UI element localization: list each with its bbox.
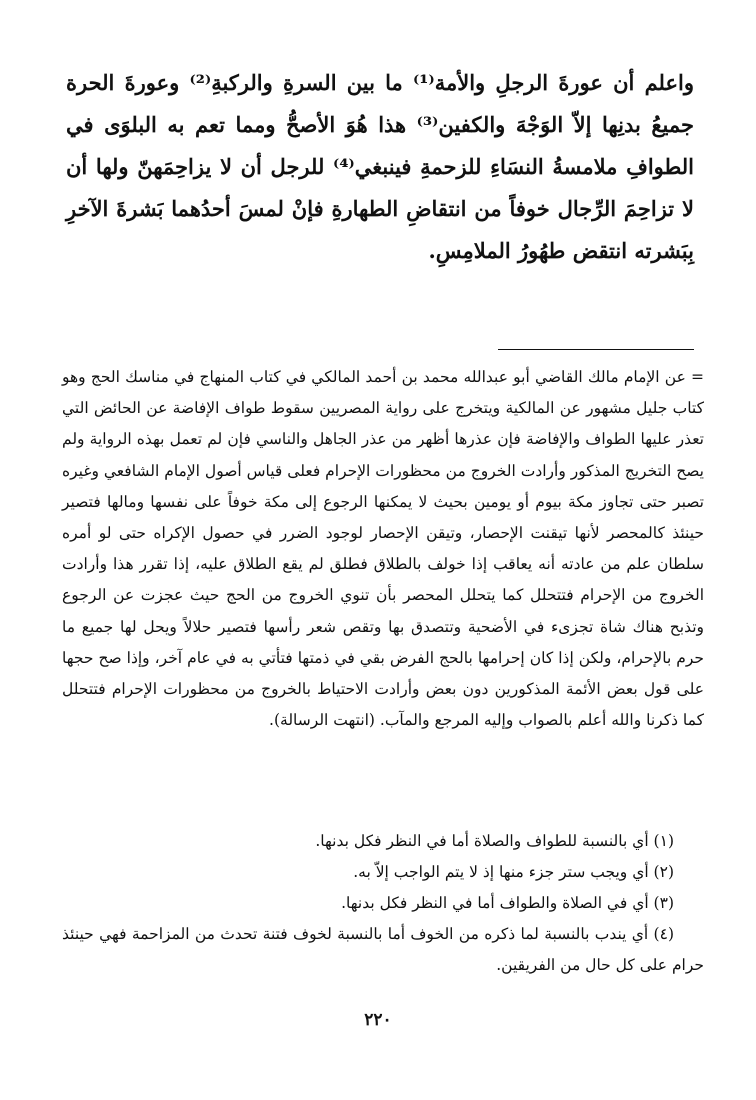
footnote-continuation-block: [62, 362, 704, 736]
footnote-3: (٣) أي في الصلاة والطواف أما في النظر فكل بدنها.: [341, 894, 674, 912]
footnote-1: (١) أي بالنسبة للطواف والصلاة أما في النظر فكل بدنها.: [315, 832, 674, 850]
footnotes-list: [62, 826, 704, 981]
page-number: ٢٢٠: [364, 1010, 392, 1030]
footnote-separator: [498, 349, 694, 350]
footnote-continuation: = عن الإمام مالك القاضي أبو عبدالله محمد بن أحمد المالكي في كتاب المنهاج في مناسك الحج وهو كتاب جليل مشهور عن المالكية ويتخرج على رواية المصريين سقوط طواف الإفاضة عن الحائض التي تعذر عليها الطواف والإفاضة فإن عذرها أظهر من عذر الجاهل والناسي فإن لم تعمل بهذه الرواية ولم يصح التخريج المذكور وأرادت الخروج من محظورات الإحرام فعلى قياس أصول الإمام الشافعي وغيره تصبر حتى تجاوز مكة بيوم أو يومين بحيث لا يمكنها الرجوع إلى مكة خوفاً على نفسها ومالها فتصير حينئذ كالمحصر لأنها تيقنت الإحصار، وتيقن الإحصار لوجود الضرر في حصول الإكراه حتى لو أمره سلطان علم من عادته أنه يعاقب إذا خولف بالطلاق فطلق لم يقع الطلاق عليه، إذا تقرر هذا وأرادت الخروج من الإحرام فتتحلل كما يتحلل المحصر بأن تنوي الخروج من الحج حيث عجزت عن الرجوع وتذبح هناك شاة تجزىء في الأضحية وتتصدق بها وتقص شعر رأسها فتصير حلالاً ويحل لها جميع ما حرم بالإحرام، ولكن إذا كان إحرامها بالحج الفرض بقي في ذمتها فتأتي به في عام آخر، وإذا صح حجها على قول بعض الأئمة المذكورين دون بعض وأرادت الاحتياط بالخروج من محظورات الإحرام فتتحلل كما ذكرنا والله أعلم بالصواب وإليه المرجع والمآب. (انتهت الرسالة).: [62, 368, 704, 730]
main-text-block: [66, 62, 694, 272]
main-paragraph: واعلم أن عورةَ الرجلِ والأمة⁽¹⁾ ما بين السرةِ والركبةِ⁽²⁾ وعورةَ الحرة جميعُ بدنِها إلاّ الوَجْهَ والكفين⁽³⁾ هذا هُوَ الأصحُّ ومما تعم به البلوَى في الطوافِ ملامسةُ النسَاءِ للزحمةِ فينبغي⁽⁴⁾ للرجل أن لا يزاحِمَهنّ ولها أن لا تزاحِمَ الرِّجال خوفاً من انتقاضِ الطهارةِ فإنْ لمسَ أحدُهما بَشرةَ الآخرِ بِبَشرته انتقض طهُورُ الملامِسِ.: [66, 70, 694, 263]
footnote-4: (٤) أي يندب بالنسبة لما ذكره من الخوف أما بالنسبة لخوف فتنة تحدث من المزاحمة فهي حينئذ حرام على كل حال من الفريقين.: [62, 925, 704, 974]
footnote-2: (٢) أي ويجب ستر جزء منها إذ لا يتم الواجب إلاّ به.: [353, 863, 674, 881]
